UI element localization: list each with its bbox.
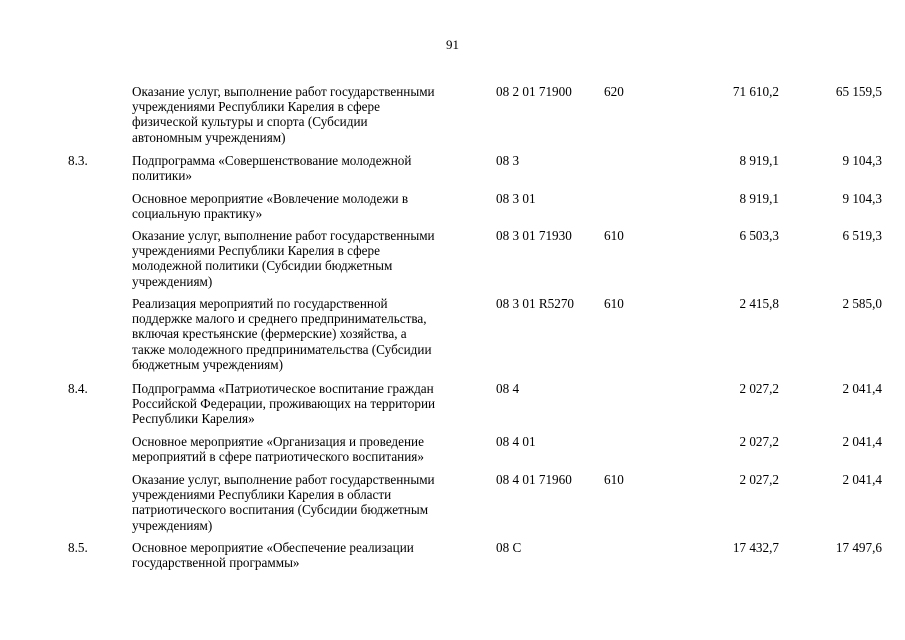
row-value-1: 8 919,1: [739, 191, 779, 206]
row-value-2: 2 585,0: [842, 296, 882, 311]
row-value-2: 17 497,6: [835, 540, 882, 555]
row-name-line: Подпрограмма «Патриотическое воспитание граждан: [132, 381, 434, 396]
row-value-1: 17 432,7: [732, 540, 779, 555]
row-expense-type: 620: [604, 84, 624, 99]
row-expense-type: 610: [604, 472, 624, 487]
row-value-2: 65 159,5: [835, 84, 882, 99]
row-code: 08 4 01 71960: [496, 472, 572, 487]
row-name-line: учреждениям): [132, 517, 213, 533]
row-name: [132, 296, 488, 372]
row-value-2: 6 519,3: [842, 228, 882, 243]
row-name-line: физической культуры и спорта (Субсидии: [132, 114, 368, 130]
row-name-line: учреждениями Республики Карелия в сфере: [132, 99, 380, 115]
row-name-line: Оказание услуг, выполнение работ государственными: [132, 84, 435, 99]
row-name: [132, 381, 488, 427]
row-name-line: политики»: [132, 168, 192, 184]
row-name-line: Реализация мероприятий по государственной: [132, 296, 388, 311]
row-name: [132, 540, 488, 570]
row-value-2: 2 041,4: [842, 381, 882, 396]
row-name-line: учреждениями Республики Карелия в области: [132, 487, 392, 503]
row-name-line: государственной программы»: [132, 555, 300, 571]
row-value-2: 2 041,4: [842, 472, 882, 487]
row-value-1: 2 027,2: [739, 434, 779, 449]
row-name-line: Основное мероприятие «Вовлечение молодежи в: [132, 191, 409, 206]
row-code: 08 3: [496, 153, 520, 168]
row-name-line: Подпрограмма «Совершенствование молодежной: [132, 153, 412, 168]
page-number: 91: [446, 37, 459, 52]
row-code: 08 3 01 71930: [496, 228, 572, 243]
row-value-1: 8 919,1: [739, 153, 779, 168]
row-number: 8.3.: [68, 153, 88, 168]
row-name-line: бюджетным учреждениям): [132, 356, 283, 372]
row-name-line: Республики Карелия»: [132, 411, 255, 427]
row-name-line: Российской Федерации, проживающих на территории: [132, 396, 436, 412]
row-name-line: молодежной политики (Субсидии бюджетным: [132, 258, 393, 274]
row-code: 08 С: [496, 540, 522, 555]
row-expense-type: 610: [604, 296, 624, 311]
row-name-line: автономным учреждениям): [132, 129, 286, 145]
row-name: [132, 153, 488, 183]
row-name-line: социальную практику»: [132, 206, 263, 222]
row-name: [132, 228, 488, 289]
row-name-line: учреждениям): [132, 273, 213, 289]
row-value-1: 2 027,2: [739, 472, 779, 487]
row-code: 08 4: [496, 381, 520, 396]
row-expense-type: 610: [604, 228, 624, 243]
row-name: [132, 84, 488, 145]
row-code: 08 4 01: [496, 434, 536, 449]
row-value-1: 2 027,2: [739, 381, 779, 396]
row-name-line: мероприятий в сфере патриотического воспитания»: [132, 449, 424, 465]
row-name-line: поддержке малого и среднего предпринимательства,: [132, 311, 427, 327]
row-value-2: 9 104,3: [842, 191, 882, 206]
row-name-line: Основное мероприятие «Организация и проведение: [132, 434, 424, 449]
row-code: 08 2 01 71900: [496, 84, 572, 99]
row-code: 08 3 01 R5270: [496, 296, 575, 311]
row-code: 08 3 01: [496, 191, 536, 206]
row-value-1: 6 503,3: [739, 228, 779, 243]
row-name-line: Оказание услуг, выполнение работ государственными: [132, 228, 435, 243]
row-value-2: 2 041,4: [842, 434, 882, 449]
row-name-line: включая крестьянские (фермерские) хозяйства, а: [132, 326, 407, 342]
row-name-line: учреждениями Республики Карелия в сфере: [132, 243, 380, 259]
row-name-line: патриотического воспитания (Субсидии бюджетным: [132, 502, 429, 518]
row-name-line: Основное мероприятие «Обеспечение реализации: [132, 540, 414, 555]
row-value-1: 71 610,2: [732, 84, 779, 99]
row-name: [132, 472, 488, 533]
row-number: 8.4.: [68, 381, 88, 396]
row-value-2: 9 104,3: [842, 153, 882, 168]
row-name: [132, 191, 488, 221]
row-value-1: 2 415,8: [739, 296, 779, 311]
row-name: [132, 434, 488, 464]
row-name-line: Оказание услуг, выполнение работ государственными: [132, 472, 435, 487]
row-number: 8.5.: [68, 540, 88, 555]
row-name-line: также молодежного предпринимательства (Субсидии: [132, 341, 432, 357]
